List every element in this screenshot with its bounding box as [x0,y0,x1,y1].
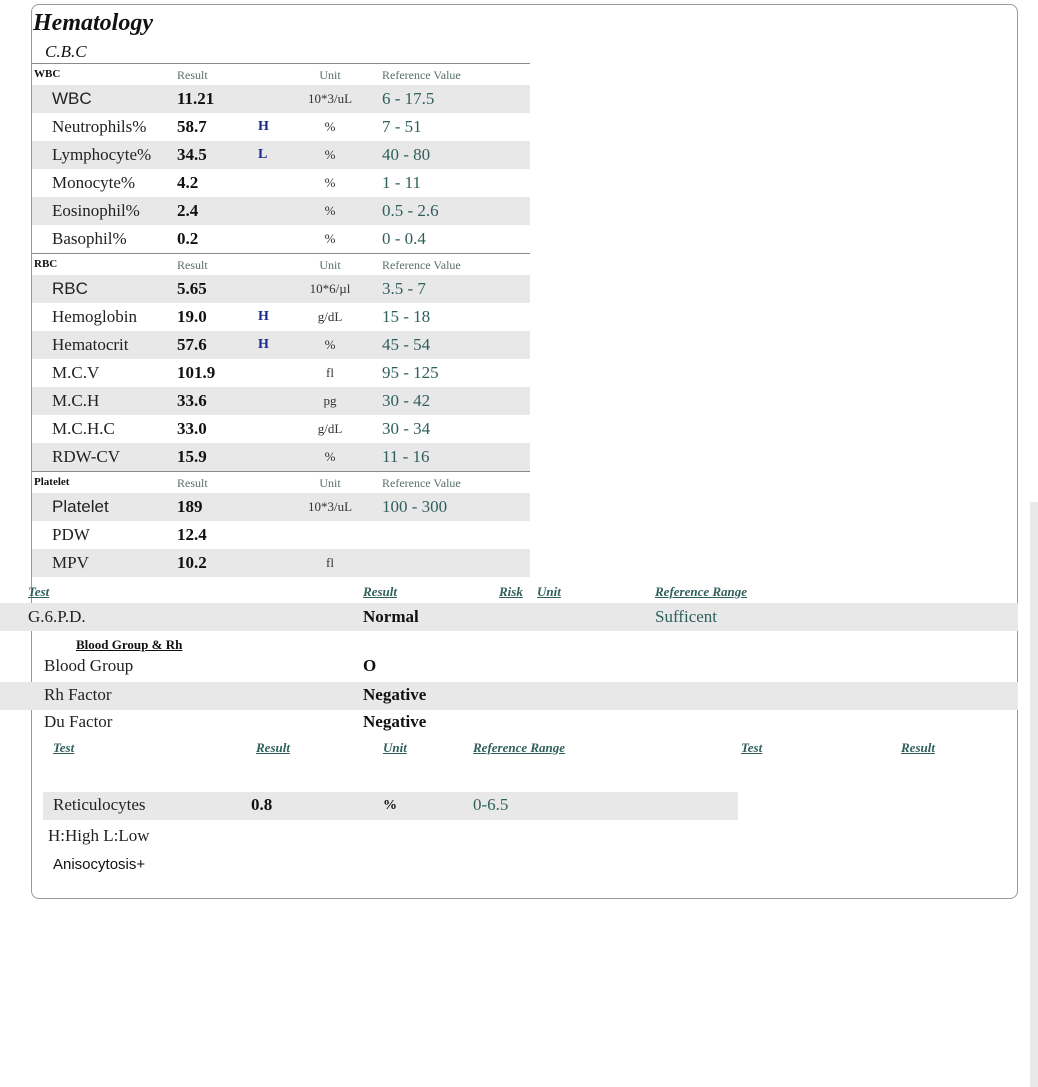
test-reference: 100 - 300 [382,497,448,516]
test-unit: % [324,203,336,218]
test-reference: 11 - 16 [382,447,430,466]
rh-factor-row [0,682,1018,710]
du-factor-result: Negative [363,712,427,731]
table-row [32,85,530,113]
test-name: RBC [52,279,88,298]
test-result: 4.2 [177,173,199,192]
col-unit: Unit [319,476,341,490]
test-reference: 40 - 80 [382,145,431,164]
col-result: Result [177,476,208,490]
section-label: Platelet [34,476,70,488]
test-result: 0.2 [177,229,199,248]
test-name: Monocyte% [52,173,136,192]
test-reference: 6 - 17.5 [382,89,435,108]
test-unit: pg [323,393,337,408]
test-reference: 0.5 - 2.6 [382,201,439,220]
test-reference: 1 - 11 [382,173,422,192]
test-reference: 15 - 18 [382,307,431,326]
col-header-result: Result [363,584,397,599]
test-unit: % [324,337,336,352]
test-result: 19.0 [177,307,207,326]
table-row [32,387,530,415]
retic-header-result: Result [256,740,290,755]
test-unit: % [324,119,336,134]
test-name: RDW-CV [52,447,120,466]
col-header-test: Test [28,584,50,599]
g6pd-row [0,603,1018,631]
test-unit: g/dL [317,421,343,436]
cbc-table [32,63,530,577]
test-result: 34.5 [177,145,207,164]
table-row [32,303,530,331]
blood-group-name: Blood Group [44,656,134,675]
g6pd-name: G.6.P.D. [28,607,86,626]
test-flag: H [258,309,269,324]
col-unit: Unit [319,68,341,82]
test-name: Basophil% [52,229,127,248]
test-result: 33.6 [177,391,207,410]
test-name: Lymphocyte% [52,145,152,164]
test-name: WBC [52,89,92,108]
test-unit: % [324,175,336,190]
table-row [32,443,530,471]
col-reference: Reference Value [382,68,461,82]
morphology-note: Anisocytosis+ [53,856,146,873]
retic-reference: 0-6.5 [473,795,509,814]
test-name: Eosinophil% [52,201,140,220]
flag-legend: H:High L:Low [48,826,150,845]
col-header-risk: Risk [499,584,523,599]
test-flag: H [258,119,269,134]
test-reference: 30 - 42 [382,391,431,410]
test-reference: 95 - 125 [382,363,439,382]
col-reference: Reference Value [382,476,461,490]
test-result: 12.4 [177,525,207,544]
page-subtitle: C.B.C [45,42,87,61]
du-factor-name: Du Factor [44,712,113,731]
test-result: 101.9 [177,363,216,382]
test-unit: g/dL [317,309,343,324]
test-name: M.C.H [52,391,100,410]
test-flag: H [258,337,269,352]
table-row [32,141,530,169]
test-name: Hematocrit [52,335,129,354]
table-row [32,113,530,141]
section-label: RBC [34,258,58,270]
test-unit: % [324,449,336,464]
col-result: Result [177,68,208,82]
test-unit: 10*3/uL [307,499,353,514]
test-result: 2.4 [177,201,199,220]
test-name: M.C.H.C [52,419,115,438]
test-reference: 0 - 0.4 [382,229,426,248]
table-row [32,493,530,521]
test-name: PDW [52,525,90,544]
rh-factor-name: Rh Factor [44,685,112,704]
col-result: Result [177,258,208,272]
retic-header-test-2: Test [741,740,763,755]
test-result: 11.21 [177,89,215,108]
test-reference: 7 - 51 [382,117,422,136]
g6pd-result: Normal [363,607,419,626]
table-row [32,225,530,253]
test-name: Platelet [52,497,109,516]
table-row [32,549,530,577]
retic-header-test: Test [53,740,75,755]
col-header-reference: Reference Range [655,584,748,599]
test-result: 189 [177,497,203,516]
test-result: 58.7 [177,117,207,136]
col-header-unit: Unit [537,584,561,599]
test-result: 10.2 [177,553,207,572]
table-row [32,415,530,443]
retic-header-unit: Unit [383,740,407,755]
test-reference: 3.5 - 7 [382,279,426,298]
page-title: Hematology [33,10,153,36]
table-row [32,359,530,387]
table-row [32,521,530,549]
test-result: 57.6 [177,335,207,354]
scrollbar[interactable] [1030,502,1038,1087]
section-label: WBC [34,68,61,80]
section-header-rbc [32,253,530,275]
blood-group-heading: Blood Group & Rh [76,637,183,652]
test-name: Hemoglobin [52,307,137,326]
blood-group-result: O [363,656,377,675]
test-unit: % [324,231,336,246]
test-result: 33.0 [177,419,207,438]
test-reference: 45 - 54 [382,335,431,354]
table-row [32,331,530,359]
test-name: Neutrophils% [52,117,147,136]
retic-result: 0.8 [251,795,273,814]
test-unit: % [324,147,336,162]
col-reference: Reference Value [382,258,461,272]
table-row [32,169,530,197]
test-name: M.C.V [52,363,100,382]
col-unit: Unit [319,258,341,272]
section-header-platelet [32,471,530,493]
test-name: MPV [52,553,89,572]
table-row [32,275,530,303]
test-flag: L [258,147,268,162]
table-row [32,197,530,225]
test-unit: 10*6/µl [309,281,351,296]
test-unit: fl [326,555,334,570]
retic-header-reference: Reference Range [473,740,566,755]
test-result: 15.9 [177,447,207,466]
test-unit: fl [326,365,334,380]
retic-name: Reticulocytes [53,795,146,814]
rh-factor-result: Negative [363,685,427,704]
retic-header-result-2: Result [901,740,935,755]
test-result: 5.65 [177,279,207,298]
section-header-wbc [32,63,530,85]
retic-unit: % [383,798,397,813]
g6pd-reference: Sufficent [655,607,718,626]
test-unit: 10*3/uL [307,91,353,106]
test-reference: 30 - 34 [382,419,431,438]
